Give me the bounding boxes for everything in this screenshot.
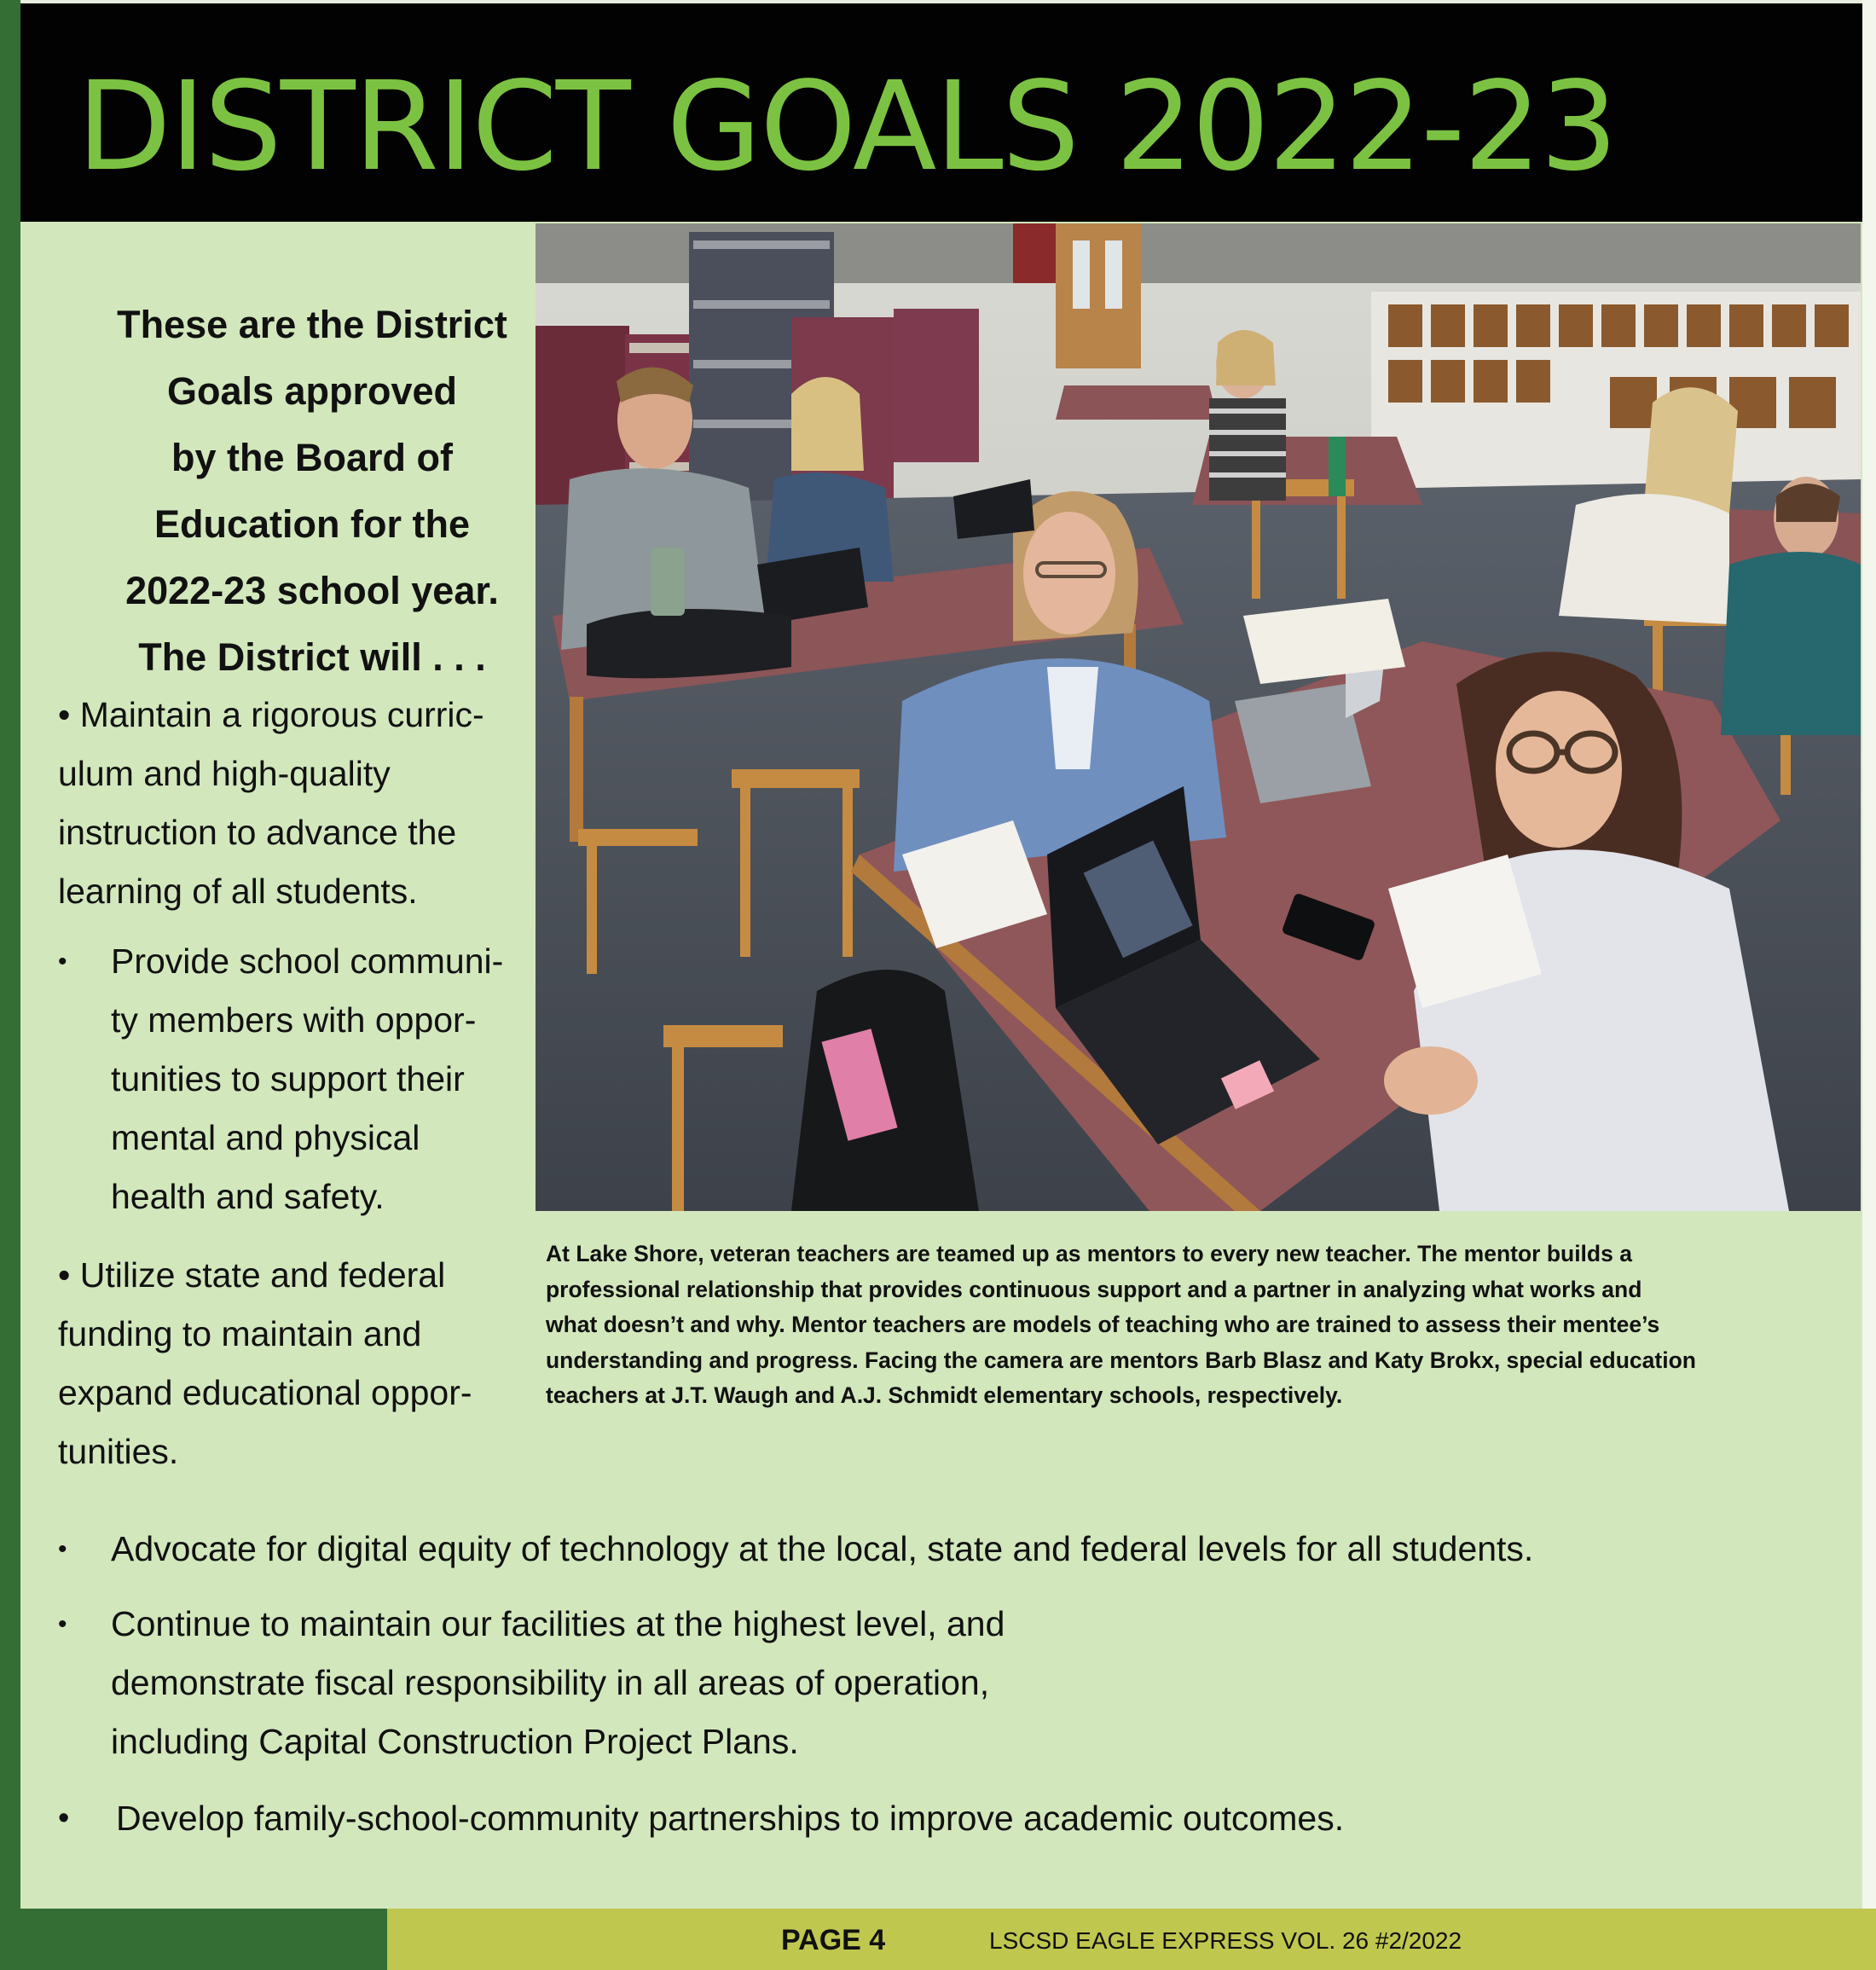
goal-line: mental and physical xyxy=(111,1118,420,1157)
goal-line: demonstrate fiscal responsibility in all areas of operation, xyxy=(111,1663,990,1702)
goal-line: • Maintain a rigorous curric- xyxy=(58,695,484,734)
content-panel xyxy=(20,222,1862,1909)
header-bar xyxy=(20,3,1862,222)
page-number: PAGE 4 xyxy=(781,1924,886,1956)
goal-item-health-safety xyxy=(58,932,503,1226)
caption-line: understanding and progress. Facing the camera are mentors Barb Blasz and Katy Brokx, special education xyxy=(546,1347,1696,1373)
goal-line: health and safety. xyxy=(111,1177,385,1216)
page-title: DISTRICT GOALS 2022-23 xyxy=(77,55,1617,198)
goal-line: including Capital Construction Project Plans. xyxy=(111,1722,799,1761)
intro-line: Education for the xyxy=(154,502,470,546)
goal-item-digital-equity xyxy=(58,1520,1533,1579)
publication-info: LSCSD EAGLE EXPRESS VOL. 26 #2/2022 xyxy=(989,1927,1462,1954)
caption-line: At Lake Shore, veteran teachers are teamed up as mentors to every new teacher. The mentor builds a xyxy=(546,1241,1632,1266)
goal-line: Continue to maintain our facilities at the highest level, and xyxy=(111,1604,1005,1643)
bullet-marker: • xyxy=(58,1610,67,1638)
footer-green-block xyxy=(0,1909,387,1970)
goal-line: Advocate for digital equity of technology at the local, state and federal levels for all students. xyxy=(111,1529,1534,1568)
intro-line: These are the District xyxy=(117,303,507,346)
intro-line: The District will . . . xyxy=(138,635,486,679)
goal-line: tunities. xyxy=(58,1432,179,1471)
goal-line: ty members with oppor- xyxy=(111,1000,477,1040)
goal-line: tunities to support their xyxy=(111,1059,465,1098)
goal-line: learning of all students. xyxy=(58,872,418,911)
goal-line: expand educational oppor- xyxy=(58,1373,472,1412)
goal-line: funding to maintain and xyxy=(58,1314,422,1353)
left-accent-stripe xyxy=(0,0,20,1970)
goal-item-curriculum xyxy=(58,686,484,921)
right-edge xyxy=(1862,0,1876,1970)
goal-item-facilities xyxy=(58,1595,1005,1771)
mentor-teachers-photo xyxy=(536,223,1861,1211)
goal-line: Provide school communi- xyxy=(111,942,504,981)
bullet-marker: • xyxy=(58,1535,67,1563)
goal-line: Develop family-school-community partnerships to improve academic outcomes. xyxy=(116,1799,1345,1838)
intro-line: 2022-23 school year. xyxy=(125,569,499,612)
photo-caption xyxy=(546,1237,1859,1414)
bullet-marker: • xyxy=(58,947,67,976)
caption-line: teachers at J.T. Waugh and A.J. Schmidt elementary schools, respectively. xyxy=(546,1382,1343,1408)
intro-line: by the Board of xyxy=(171,436,453,479)
goal-item-partnerships xyxy=(58,1789,1344,1848)
caption-line: what doesn’t and why. Mentor teachers are models of teaching who are trained to assess their mentee’s xyxy=(546,1312,1660,1337)
goal-item-funding xyxy=(58,1246,472,1481)
goal-line: • Utilize state and federal xyxy=(58,1255,446,1295)
intro-text xyxy=(65,292,559,691)
caption-line: professional relationship that provides continuous support and a partner in analyzing what works and xyxy=(546,1276,1642,1302)
goal-line: ulum and high-quality xyxy=(58,754,391,793)
goal-line: instruction to advance the xyxy=(58,813,457,852)
intro-line: Goals approved xyxy=(166,369,458,413)
bullet-marker: • xyxy=(58,1800,70,1836)
